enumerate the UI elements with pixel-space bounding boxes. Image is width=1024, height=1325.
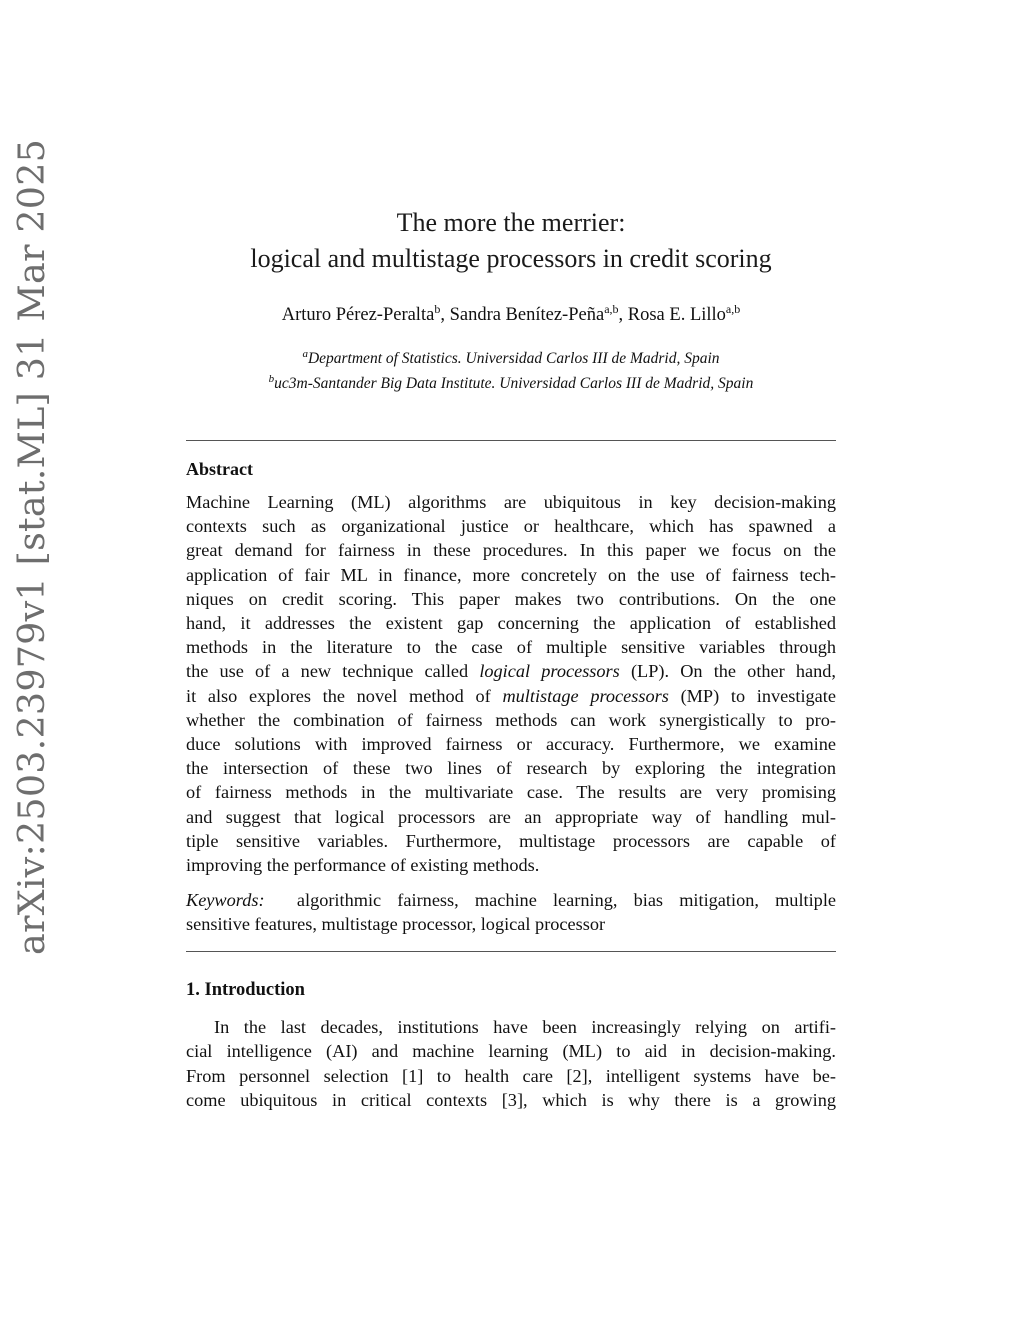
affiliation-text: uc3m-Santander Big Data Institute. Universidad Carlos III de Madrid, Spain: [274, 375, 754, 393]
abstract-line: contexts such as organizational justice or healthcare, which has spawned a: [186, 516, 836, 537]
abstract-heading: Abstract: [186, 459, 253, 479]
intro-line: From personnel selection [1] to health care [2], intelligent systems have be-: [186, 1065, 836, 1086]
abstract-line: niques on credit scoring. This paper makes two contributions. On the one: [186, 588, 836, 609]
title-line-1: The more the merrier:: [396, 208, 626, 237]
keywords-text: algorithmic fairness, machine learning, bias mitigation, multiple: [296, 890, 837, 910]
abstract-line: and suggest that logical processors are an appropriate way of handling mul-: [186, 806, 836, 827]
abstract-text: (MP) to investigate: [668, 685, 836, 706]
abstract-term-multistage-processors: multistage processors: [502, 685, 669, 706]
affiliation: [186, 369, 836, 394]
affiliation: [186, 344, 836, 369]
keywords: [186, 888, 836, 936]
author-name: Rosa E. Lillo: [627, 305, 726, 326]
abstract-line: [186, 659, 836, 683]
section-heading-introduction: 1. Introduction: [186, 980, 305, 1000]
abstract-body: [186, 490, 836, 877]
abstract-text: the use of a new technique called: [186, 661, 480, 682]
abstract-line: Machine Learning (ML) algorithms are ubiquitous in key decision-making: [186, 492, 836, 512]
abstract-line: great demand for fairness in these procedures. In this paper we focus on the: [186, 540, 836, 561]
keywords-line: [186, 888, 836, 912]
abstract-line: application of fair ML in finance, more concretely on the use of fairness tech-: [186, 564, 836, 585]
paper-title: [186, 205, 836, 277]
intro-line: come ubiquitous in critical contexts [3], which is why there is a growing: [186, 1090, 836, 1111]
affiliation-text: Department of Statistics. Universidad Carlos III de Madrid, Spain: [307, 350, 720, 368]
intro-line: In the last decades, institutions have been increasingly relying on artifi-: [214, 1017, 836, 1037]
author-affil-sup: a,b: [604, 302, 619, 316]
abstract-bottom-rule: [186, 951, 836, 952]
abstract-line: duce solutions with improved fairness or accuracy. Furthermore, we examine: [186, 734, 836, 755]
affiliations: [186, 344, 836, 394]
abstract-line: improving the performance of existing methods.: [186, 855, 540, 876]
author-name: Sandra Benítez-Peña: [449, 305, 605, 326]
author-name: Arturo Pérez-Peralta: [281, 305, 435, 326]
arxiv-stamp: arXiv:2503.23979v1 [stat.ML] 31 Mar 2025: [10, 138, 53, 955]
abstract-text: it also explores the novel method of: [186, 685, 503, 706]
abstract-line: whether the combination of fairness methods can work synergistically to pro-: [186, 709, 836, 730]
abstract-line: [186, 684, 836, 708]
affiliation-sup: b: [268, 373, 275, 386]
abstract-term-logical-processors: logical processors: [479, 661, 620, 682]
keywords-line: sensitive features, multistage processor, logical processor: [186, 914, 606, 935]
abstract-line: tiple sensitive variables. Furthermore, multistage processors are capable of: [186, 830, 836, 851]
author-affil-sup: a,b: [725, 302, 741, 316]
abstract-line: of fairness methods in the multivariate case. The results are very promising: [186, 782, 836, 803]
author-list: Arturo Pérez-Peralta$^b$, Sandra Benítez-Peña$^{a,b}$, Rosa E. Lillo$^{a,b}$: [281, 302, 741, 326]
abstract-text: (LP). On the other hand,: [619, 661, 837, 682]
title-line-2: logical and multistage processors in credit scoring: [250, 244, 772, 273]
intro-line: cial intelligence (AI) and machine learning (ML) to aid in decision-making.: [186, 1041, 836, 1062]
abstract-line: hand, it addresses the existent gap concerning the application of established: [186, 613, 836, 634]
affiliation-sup: a: [302, 348, 308, 360]
author-affil-sup: b: [434, 302, 441, 316]
abstract-line: methods in the literature to the case of multiple sensitive variables through: [186, 637, 836, 658]
abstract-top-rule: [186, 440, 836, 441]
abstract-line: the intersection of these two lines of research by exploring the integration: [186, 758, 836, 779]
keywords-label: Keywords:: [186, 890, 265, 910]
introduction-body: [186, 1015, 836, 1113]
